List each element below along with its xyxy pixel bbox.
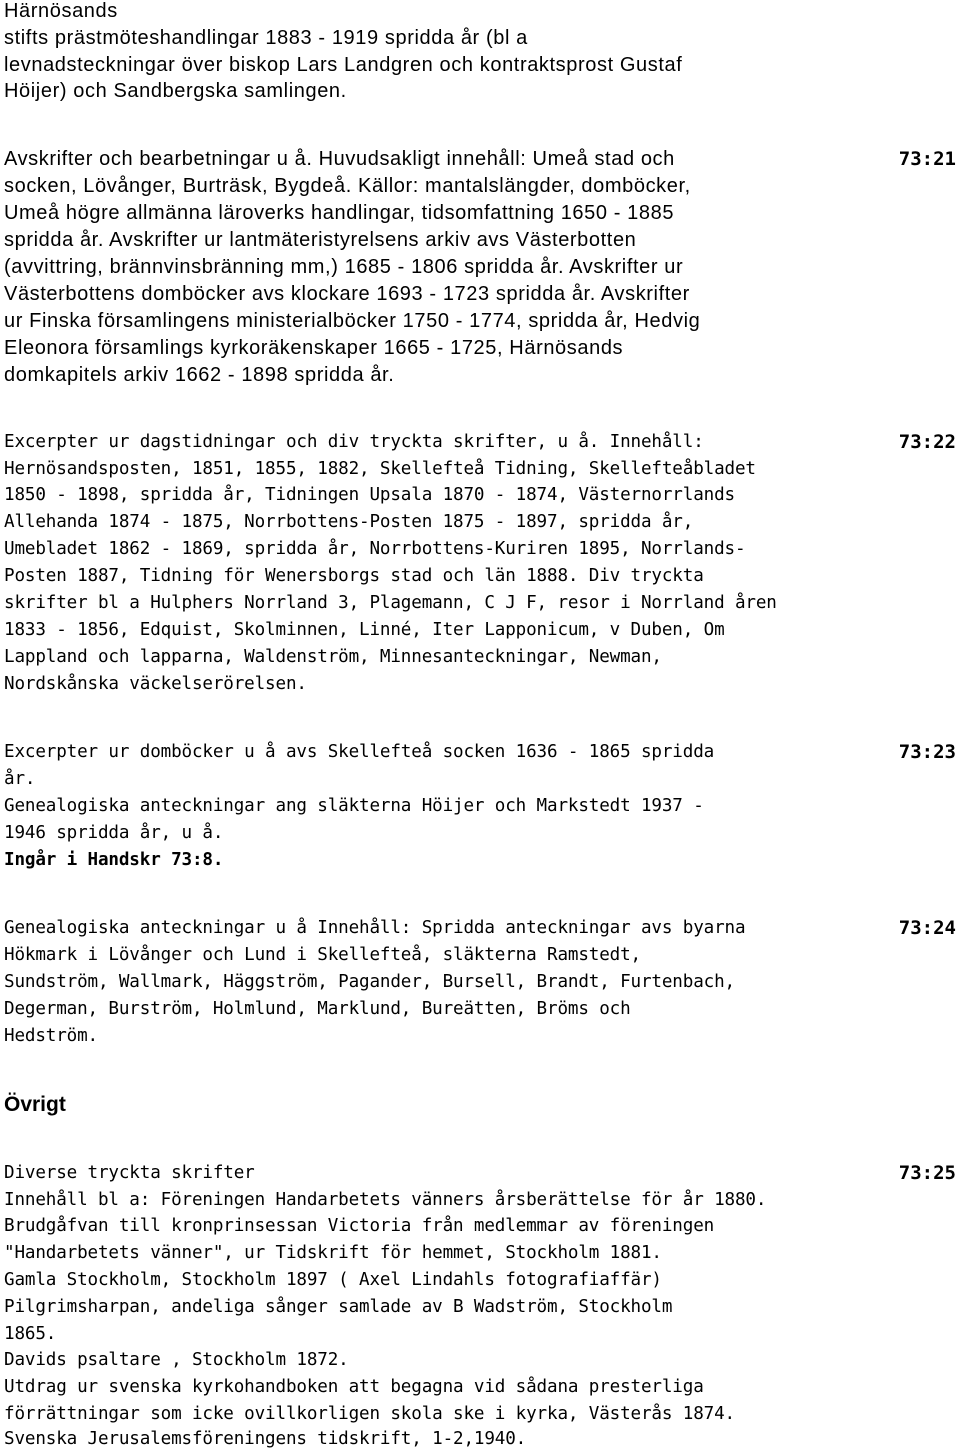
entry-line: Pilgrimsharpan, andeliga sånger samlade av B Wadström, Stockholm [4, 1297, 673, 1317]
entry-line: Umeå högre allmänna läroverks handlingar, tidsomfattning 1650 - 1885 [4, 202, 675, 224]
entry-line: skrifter bl a Hulphers Norrland 3, Plagemann, C J F, resor i Norrland åren [4, 593, 777, 613]
entry-line: spridda år. Avskrifter ur lantmäteristyrelsens arkiv avs Västerbotten [4, 229, 637, 251]
intro-line: stifts prästmöteshandlingar 1883 - 1919 spridda år (bl a [4, 27, 528, 49]
entry-line: Diverse tryckta skrifter [4, 1163, 255, 1183]
entry-line: "Handarbetets vänner", ur Tidskrift för hemmet, Stockholm 1881. [4, 1243, 662, 1263]
entry-line: Excerpter ur domböcker u å avs Skellefteå socken 1636 - 1865 spridda [4, 742, 715, 762]
entry-line: Gamla Stockholm, Stockholm 1897 ( Axel Lindahls fotografiaffär) [4, 1270, 662, 1290]
entry-line: Genealogiska anteckningar u å Innehåll: Spridda anteckningar avs byarna [4, 918, 746, 938]
entry-line: Lappland och lapparna, Waldenström, Minnesanteckningar, Newman, [4, 647, 662, 667]
section-heading: Övrigt [4, 1093, 66, 1116]
entry-line: Utdrag ur svenska kyrkohandboken att begagna vid sådana presterliga [4, 1377, 704, 1397]
entry-line: förrättningar som icke ovillkorligen skola ske i kyrka, Västerås 1874. [4, 1404, 735, 1424]
intro-line: levnadsteckningar över biskop Lars Landgren och kontraktsprost Gustaf [4, 54, 683, 76]
entry-line: Hernösandsposten, 1851, 1855, 1882, Skellefteå Tidning, Skellefteåbladet [4, 459, 756, 479]
entry-line: Degerman, Burström, Holmlund, Marklund, Bureätten, Bröms och [4, 999, 631, 1019]
entry-note: Ingår i Handskr 73:8. [4, 850, 224, 870]
entry-line: 1865. [4, 1324, 57, 1344]
entry-line: (avvittring, brännvinsbränning mm,) 1685 - 1806 spridda år. Avskrifter ur [4, 256, 684, 278]
entry-line: Excerpter ur dagstidningar och div tryckta skrifter, u å. Innehåll: [4, 432, 704, 452]
entry-line: 1850 - 1898, spridda år, Tidningen Upsala 1870 - 1874, Västernorrlands [4, 485, 735, 505]
intro-line: Härnösands [4, 0, 118, 22]
entry-line: socken, Lövånger, Burträsk, Bygdeå. Källor: mantalslängder, domböcker, [4, 175, 691, 197]
intro-line: Höijer) och Sandbergska samlingen. [4, 80, 347, 102]
entry-line: Innehåll bl a: Föreningen Handarbetets vänners årsberättelse för år 1880. [4, 1190, 767, 1210]
entry-line: Sundström, Wallmark, Häggström, Pagander, Bursell, Brandt, Furtenbach, [4, 972, 735, 992]
entry-line: Svenska Jerusalemsföreningens tidskrift, 1-2,1940. [4, 1429, 527, 1449]
entry-line: år. [4, 769, 36, 789]
entry-line: Hedström. [4, 1026, 98, 1046]
archive-code: 73:24 [898, 917, 956, 939]
entry-line: Umebladet 1862 - 1869, spridda år, Norrbottens-Kuriren 1895, Norrlands- [4, 539, 746, 559]
entry-line: ur Finska församlingens ministerialböcker 1750 - 1774, spridda år, Hedvig [4, 310, 701, 332]
entry-line: Genealogiska anteckningar ang släkterna Höijer och Markstedt 1937 - [4, 796, 704, 816]
entry-line: domkapitels arkiv 1662 - 1898 spridda år. [4, 364, 395, 386]
entry-line: Hökmark i Lövånger och Lund i Skellefteå, släkterna Ramstedt, [4, 945, 641, 965]
entry-line: Posten 1887, Tidning för Wenersborgs stad och län 1888. Div tryckta [4, 566, 704, 586]
entry-line: 1833 - 1856, Edquist, Skolminnen, Linné, Iter Lapponicum, v Duben, Om [4, 620, 725, 640]
entry-line: Allehanda 1874 - 1875, Norrbottens-Posten 1875 - 1897, spridda år, [4, 512, 694, 532]
entry-line: Västerbottens domböcker avs klockare 1693 - 1723 spridda år. Avskrifter [4, 283, 690, 305]
entry-line: Brudgåfvan till kronprinsessan Victoria från medlemmar av föreningen [4, 1216, 715, 1236]
entry-line: 1946 spridda år, u å. [4, 823, 224, 843]
archive-code: 73:21 [898, 148, 956, 170]
entry-line: Nordskånska väckelserörelsen. [4, 674, 307, 694]
archive-code: 73:25 [898, 1162, 956, 1184]
archive-code: 73:23 [898, 741, 956, 763]
entry-line: Avskrifter och bearbetningar u å. Huvudsakligt innehåll: Umeå stad och [4, 148, 675, 170]
entry-line: Eleonora församlings kyrkoräkenskaper 1665 - 1725, Härnösands [4, 337, 624, 359]
archive-code: 73:22 [898, 431, 956, 453]
entry-line: Davids psaltare , Stockholm 1872. [4, 1350, 349, 1370]
